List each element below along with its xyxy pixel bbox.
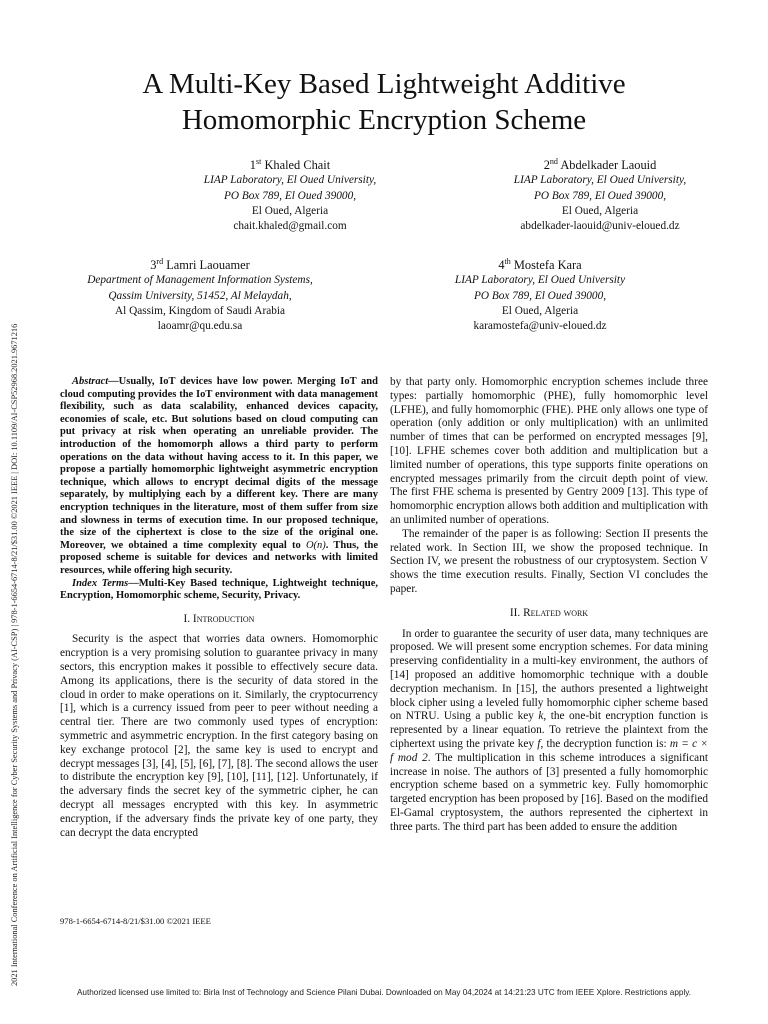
- copyright-notice: 978-1-6654-6714-8/21/$31.00 ©2021 IEEE: [60, 916, 211, 926]
- author-address: PO Box 789, El Oued 39000,: [533, 189, 667, 202]
- author-affiliation: Department of Management Information Systems,: [87, 274, 313, 287]
- author-location: Al Qassim, Kingdom of Saudi Arabia: [114, 304, 286, 317]
- author-affiliation: LIAP Laboratory, El Oued University,: [513, 174, 687, 187]
- author-block-3: [40, 254, 360, 334]
- left-column: [60, 376, 378, 840]
- author-affiliation: LIAP Laboratory, El Oued University,: [203, 174, 377, 187]
- author-block-4: [380, 254, 700, 334]
- author-email: karamostefa@univ-eloued.dz: [473, 319, 607, 332]
- decryption-formula: m = c × f mod 2: [390, 737, 708, 764]
- paper-outline-paragraph: The remainder of the paper is as following: Section II presents the related work. In Section III, we show the proposed technique. In Section IV, we present the robustness of our cryptosystem. Section V shows the time execution results. Finally, Section VI concludes the paper.: [390, 527, 708, 595]
- author-name: 4th Mostefa Kara: [498, 257, 582, 273]
- author-block-2: [460, 154, 740, 234]
- section-heading-introduction: I. Introduction: [183, 612, 255, 625]
- introduction-paragraph: Security is the aspect that worries data owners. Homomorphic encryption is a very promising solution to guarantee privacy in many sectors, this encryption makes it possible to effectively secure data. Among its applications, there is the security of data stored in the cloud in order to make operations on it. Similarly, the cryptocurrency [1], which is a currency issued from peer to peer without needing a central tier. There are two commonly used types of encryption: symmetric and asymmetric encryption. In the first category basing on key exchange protocol [2], the same key is used to encrypt and decrypt messages [3], [4], [5], [6], [7], [8]. The second allows the user to distribute the encryption key [9], [10], [11], [12]. Unfortunately, if the adversary finds the secret key of the symmetric cipher, he can decrypt all messages encrypted with this key. In asymmetric encryption, if the adversary finds the private key of one party, they can decrypt the data encrypted: [60, 633, 378, 839]
- author-address: Qassim University, 51452, Al Melaydah,: [108, 289, 292, 302]
- author-email: abdelkader-laouid@univ-eloued.dz: [520, 219, 680, 232]
- index-terms: Index Terms—Multi-Key Based technique, Lightweight technique, Encryption, Homomorphic scheme, Security, Privacy.: [60, 577, 378, 602]
- title-line-2: Homomorphic Encryption Scheme: [181, 104, 587, 136]
- author-email: chait.khaled@gmail.com: [233, 219, 347, 232]
- author-email: laoamr@qu.edu.sa: [157, 319, 243, 332]
- right-column: [390, 376, 708, 835]
- related-work-paragraph: In order to guarantee the security of user data, many techniques are proposed. We will present some encryption schemes. For data mining preserving confidentiality in a multi-key environment, the authors of [14] proposed an additive homomorphic technique with a double decryption mechanism. In [15], the authors presented a lightweight block cipher using a leveled fully homomorphic cipher scheme based on NTRU. Using a public key k, the one-bit encryption function is represented by a linear equation. To retrieve the plaintext from the ciphertext using the private key f, the decryption function is: m = c × f mod 2. The multiplication in this scheme introduces a significant increase in noise. The authors of [3] presented a fully homomorphic encryption scheme based on a symmetric key. Fully homomorphic targeted encryption has been proposed by [16]. Based on the modified El-Gamal cryptosystem, the authors represented the ciphertext in three parts. The third part has been added to ensure the addition: [390, 627, 708, 833]
- author-name: 3rd Lamri Laouamer: [150, 257, 250, 273]
- author-block-1: [150, 154, 430, 234]
- author-name: 1st Khaled Chait: [249, 157, 331, 173]
- license-footer: Authorized licensed use limited to: Birla Inst of Technology and Science Pilani Dubai. Downloaded on May 04,2024 at 14:21:23 UTC from IEEE Xplore. Restrictions apply.: [76, 988, 692, 997]
- author-location: El Oued, Algeria: [251, 204, 329, 217]
- author-location: El Oued, Algeria: [501, 304, 579, 317]
- paper-title: [60, 66, 708, 138]
- author-address: PO Box 789, El Oued 39000,: [223, 189, 357, 202]
- intro-continuation-paragraph: by that party only. Homomorphic encryption schemes include three types: partially homomorphic (PHE), fully homomorphic level (LFHE), and fully homomorphic (FHE). PHE only allows one type of operation (only addition or only multiplication) with an unlimited number of times that can be performed on encrypted messages [9], [10]. LFHE schemes cover both addition and multiplication but a limited number of operations, this type supports finite operations on encrypted messages primarily from the circuit depth point of view. The first FHE schema is presented by Gentry 2009 [13]. This type of homomorphic encryption allows both addition and multiplication with an unlimited number of operations.: [390, 376, 708, 526]
- author-affiliation: LIAP Laboratory, El Oued University: [454, 274, 626, 287]
- conference-side-note: 2021 International Conference on Artificial Intelligence for Cyber Security Systems and Privacy (AI-CSP) | 978-1-6654-6714-8/21/$31.00 ©2021 IEEE | DOI: 10.1109/AI-CSP52968.2021.9671216: [10, 323, 19, 986]
- section-heading-related-work: II. Related work: [509, 606, 589, 619]
- author-name: 2nd Abdelkader Laouid: [543, 157, 657, 173]
- side-margin: [8, 0, 22, 1024]
- author-location: El Oued, Algeria: [561, 204, 639, 217]
- title-line-1: A Multi-Key Based Lightweight Additive: [142, 68, 626, 100]
- author-address: PO Box 789, El Oued 39000,: [473, 289, 607, 302]
- abstract: Abstract—Usually, IoT devices have low power. Merging IoT and cloud computing provides the IoT environment with data management flexibility, such as data scalability, enhanced devices capacity, economies of scale, etc. But solutions based on cloud computing can put privacy at risk when operating an unreliable provider. The introduction of the homomorph allows a third party to perform operations on the data without having access to it. In this paper, we propose a partially homomorphic lightweight asymmetric encryption technique, which allows to encrypt decimal digits of the message separately, by multiplying each by a different key. There are many encryption techniques in the literature, most of them suffer from size and slowness in terms of execution time. In our proposed technique, the size of the ciphertext is close to the size of the original one. Moreover, we obtained a time complexity equal to O(n). Thus, the proposed scheme is suitable for devices and networks with limited resources, while offering high security.: [60, 376, 379, 576]
